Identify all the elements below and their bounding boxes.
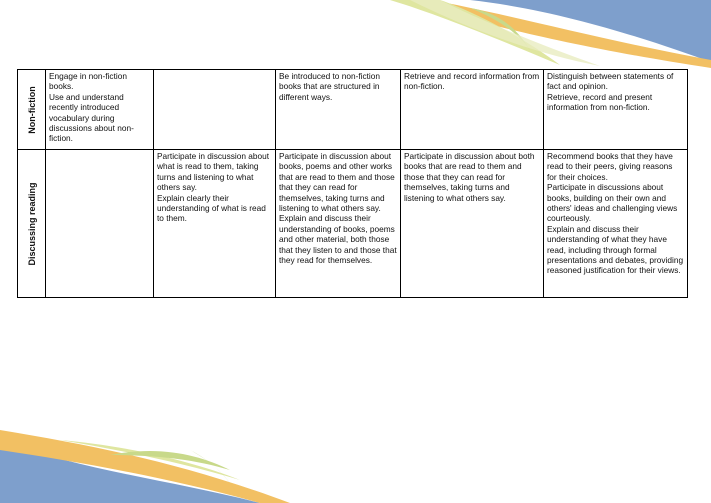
cell-statement: Participate in discussion about both books that are read to them and those that they can read for themselves, taking turns and listening to what others say. [404, 151, 535, 203]
table-cell [544, 70, 688, 150]
cell-statement: Participate in discussion about what is read to them, taking turns and listening to what others say. [157, 151, 270, 193]
table-cell [154, 70, 276, 150]
cell-statement: Explain and discuss their understanding of what they have read, including through formal presentations and debates, providing reasoned justification for their views. [547, 223, 684, 276]
table-cell [401, 150, 544, 298]
cell-statement: Distinguish between statements of fact and opinion. [547, 71, 674, 92]
cell-statement: Retrieve, record and present information from non-fiction. [547, 91, 653, 113]
row-heading-cell [18, 150, 46, 298]
table-cell [276, 70, 401, 150]
cell-statement: Retrieve and record information from non-fiction. [404, 71, 540, 92]
cell-statement: Participate in discussion about books, poems and other works that are read to them and those that they can read for themselves, taking turns and listening to what others say. [279, 151, 395, 214]
table-cell [46, 150, 154, 298]
table-cell [154, 150, 276, 298]
table-cell [46, 70, 154, 150]
cell-statement: Be introduced to non-fiction books that are structured in different ways. [279, 71, 381, 102]
table-cell [544, 150, 688, 298]
table-cell [276, 150, 401, 298]
cell-statement: Explain and discuss their understanding of books, poems and other material, both those that they listen to and those that they read for themselves. [279, 213, 397, 266]
table-row [18, 150, 688, 298]
cell-statement: Participate in discussions about books, building on their own and others' ideas and challenging views courteously. [547, 182, 678, 224]
row-heading: Discussing reading [26, 181, 37, 266]
table-row [18, 70, 688, 150]
cell-statement: Recommend books that they have read to their peers, giving reasons for their choices. [547, 151, 673, 182]
cell-statement: Use and understand recently introduced vocabulary during discussions about non-fiction. [49, 91, 134, 144]
table-cell [401, 70, 544, 150]
cell-statement: Explain clearly their understanding of what is read to them. [157, 192, 266, 224]
row-heading: Non-fiction [26, 85, 37, 134]
row-heading-cell [18, 70, 46, 150]
cell-statement: Engage in non-fiction books. [49, 71, 127, 92]
curriculum-table [17, 69, 688, 298]
